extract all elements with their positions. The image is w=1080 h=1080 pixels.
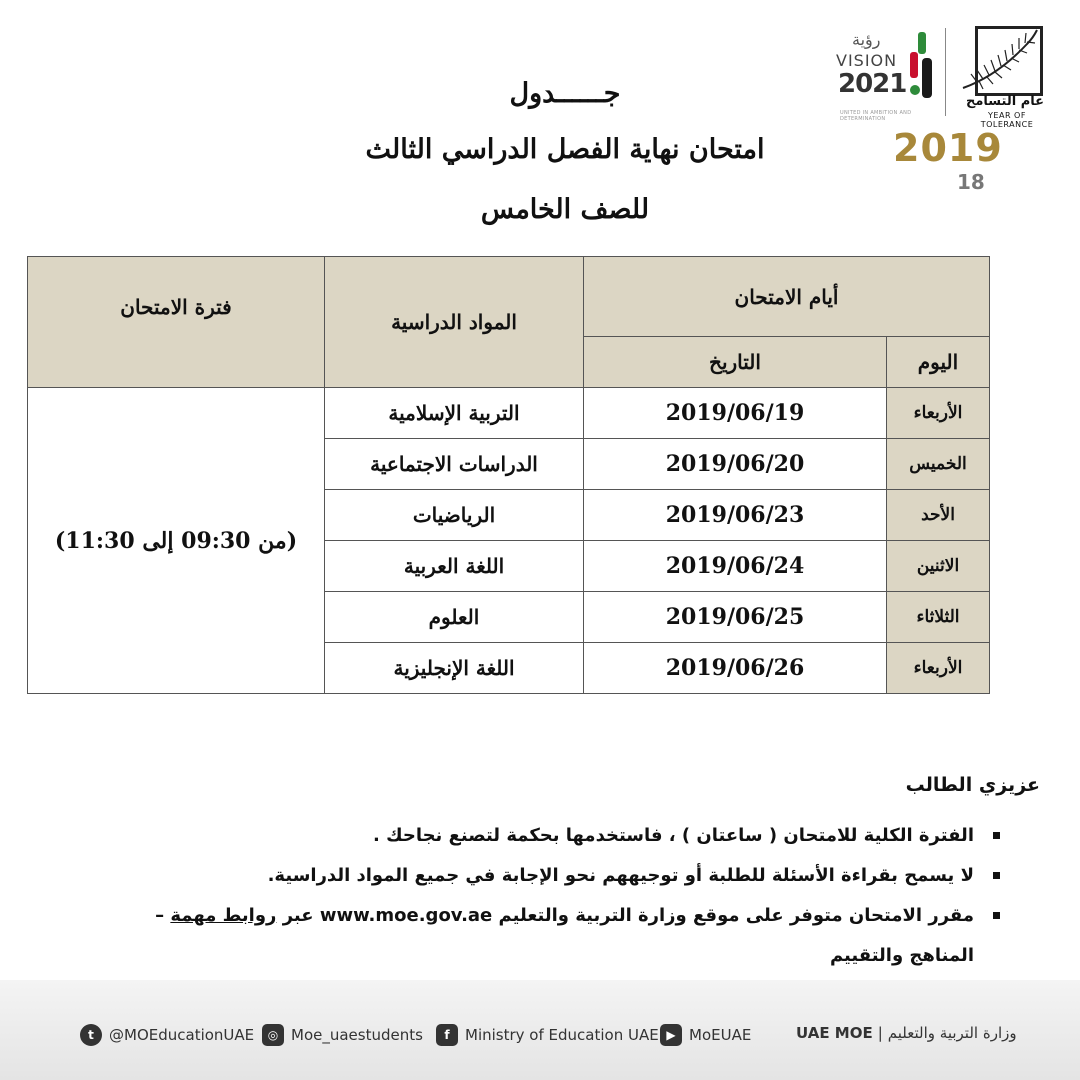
ministry-brand xyxy=(796,1024,1017,1042)
note-item xyxy=(100,856,1000,896)
row-subject: الدراسات الاجتماعية xyxy=(325,439,584,490)
row-day: الثلاثاء xyxy=(887,592,990,643)
row-subject: العلوم xyxy=(325,592,584,643)
header-date: التاريخ xyxy=(584,337,887,388)
header-subjects: المواد الدراسية xyxy=(325,257,584,388)
vision-en-label: VISION xyxy=(836,51,898,70)
twitter-label: @MOEducationUAE xyxy=(109,1026,255,1044)
brand-ar-label: وزارة التربية والتعليم xyxy=(887,1024,1017,1042)
youtube-icon: ▶ xyxy=(660,1024,682,1046)
instagram-icon: ◎ xyxy=(262,1024,284,1046)
important-links-link[interactable]: روابط مهمة xyxy=(170,905,277,926)
note-item xyxy=(100,896,1000,976)
grade-title: للصف الخامس xyxy=(480,194,650,225)
row-date: 2019/06/26 xyxy=(584,643,887,694)
facebook-icon: f xyxy=(436,1024,458,1046)
academic-year-sub: 18 xyxy=(957,170,985,194)
header-exam-days: أيام الامتحان xyxy=(584,257,990,337)
row-day: الأحد xyxy=(887,490,990,541)
facebook-handle[interactable] xyxy=(436,1024,659,1046)
facebook-label: Ministry of Education UAE xyxy=(465,1026,659,1044)
note-text xyxy=(100,896,1000,976)
header-period: فترة الامتحان xyxy=(28,257,325,388)
youtube-label: MoEUAE xyxy=(689,1026,752,1044)
page-subtitle: امتحان نهاية الفصل الدراسي الثالث xyxy=(365,134,765,165)
row-subject: اللغة العربية xyxy=(325,541,584,592)
twitter-icon: t xyxy=(80,1024,102,1046)
vision-tagline: UNITED IN AMBITION AND DETERMINATION xyxy=(840,110,912,122)
vision-ar-label: رؤية xyxy=(852,30,881,49)
instagram-label: Moe_uaestudents xyxy=(291,1026,423,1044)
youtube-handle[interactable] xyxy=(660,1024,751,1046)
note-text: لا يسمح بقراءة الأسئلة للطلبة أو توجيههم نحو الإجابة في جميع المواد الدراسية. xyxy=(267,865,974,886)
square-bullet-icon xyxy=(993,912,1000,919)
twitter-handle[interactable] xyxy=(80,1024,254,1046)
row-day: الأربعاء xyxy=(887,388,990,439)
row-subject: الرياضيات xyxy=(325,490,584,541)
exam-period-cell: (من 09:30 إلى 11:30) xyxy=(28,388,325,694)
row-date: 2019/06/25 xyxy=(584,592,887,643)
row-date: 2019/06/24 xyxy=(584,541,887,592)
row-date: 2019/06/23 xyxy=(584,490,887,541)
exam-schedule-table xyxy=(27,256,990,694)
row-day: الأربعاء xyxy=(887,643,990,694)
academic-year-main: 2019 xyxy=(893,126,1003,170)
moe-website-link[interactable]: www.moe.gov.ae xyxy=(319,905,493,926)
note3-after: – المناهج والتقييم xyxy=(155,905,974,966)
row-subject: التربية الإسلامية xyxy=(325,388,584,439)
row-date: 2019/06/20 xyxy=(584,439,887,490)
square-bullet-icon xyxy=(993,832,1000,839)
page-title: جــــــدول xyxy=(509,78,621,109)
row-day: الاثنين xyxy=(887,541,990,592)
row-date: 2019/06/19 xyxy=(584,388,887,439)
table-header-row xyxy=(28,257,990,337)
tolerance-en-label: YEAR OF TOLERANCE xyxy=(980,111,1034,129)
row-day: الخميس xyxy=(887,439,990,490)
row-subject: اللغة الإنجليزية xyxy=(325,643,584,694)
header-day: اليوم xyxy=(887,337,990,388)
square-bullet-icon xyxy=(993,872,1000,879)
social-footer xyxy=(0,1018,1080,1054)
vision-year-label: 2021 xyxy=(838,69,907,99)
brand-en-label: UAE MOE xyxy=(796,1024,873,1042)
instagram-handle[interactable] xyxy=(262,1024,423,1046)
year-of-tolerance-logo xyxy=(953,18,1053,129)
table-row xyxy=(28,388,990,439)
note3-before: مقرر الامتحان متوفر على موقع وزارة التربية والتعليم xyxy=(498,905,974,926)
note-text: الفترة الكلية للامتحان ( ساعتان ) ، فاستخدمها بحكمة لتصنع نجاحك . xyxy=(372,825,974,846)
brand-separator: | xyxy=(877,1024,883,1042)
note3-via: عبر xyxy=(282,905,314,926)
notes-title: عزيزي الطالب xyxy=(905,774,1040,796)
note-item xyxy=(100,816,1000,856)
tolerance-ar-label: عام التسامح xyxy=(966,94,1044,109)
